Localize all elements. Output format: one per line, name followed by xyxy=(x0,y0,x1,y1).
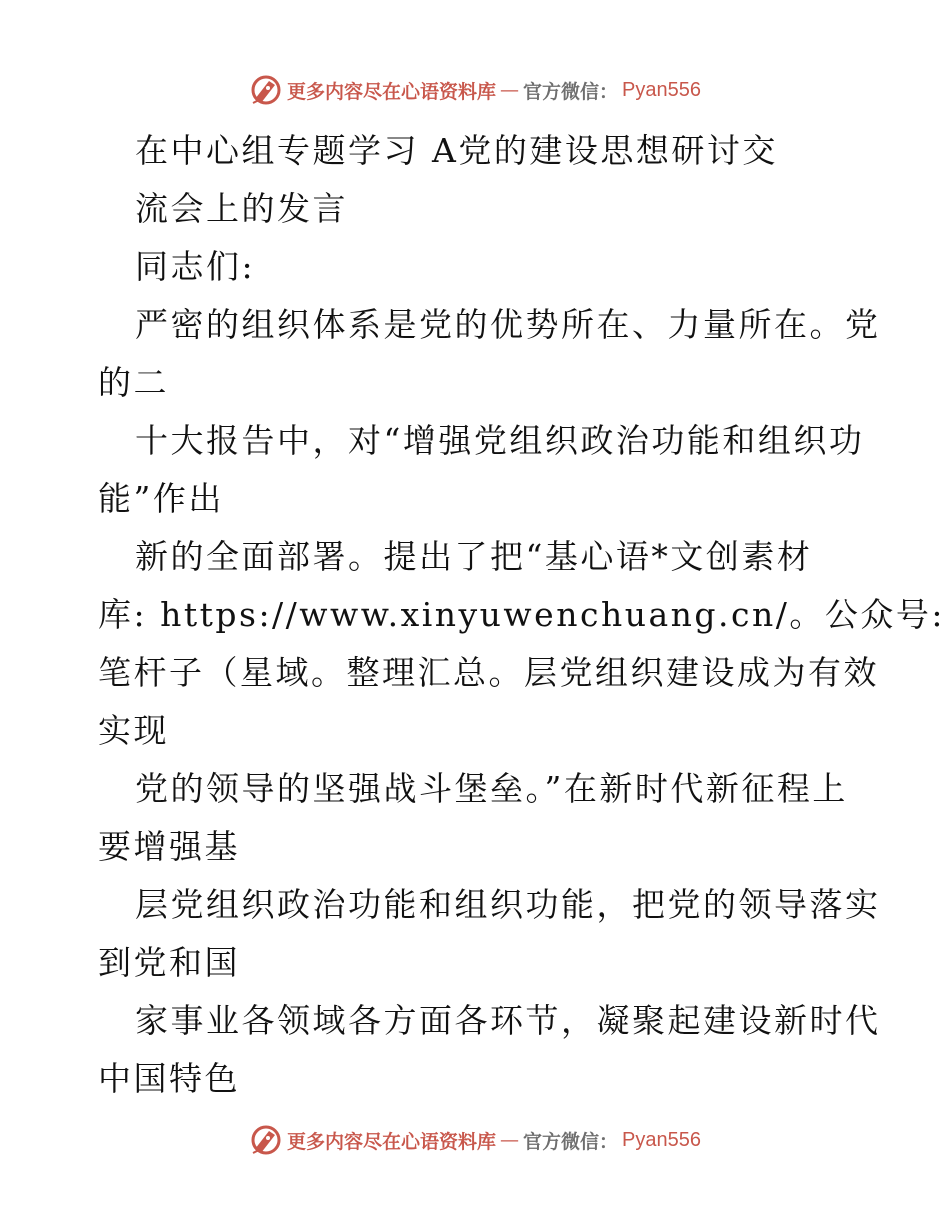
watermark-content xyxy=(249,1123,701,1157)
watermark-wechat-id: Pyan556 xyxy=(622,78,701,101)
pen-nib-circle-logo-icon xyxy=(249,73,283,107)
watermark-brand: 更多内容尽在心语资料库 xyxy=(287,1130,497,1153)
text-line: 要增强基 xyxy=(98,827,240,866)
pen-nib-circle-logo-icon xyxy=(249,1123,283,1157)
salutation: 同志们: xyxy=(135,247,256,286)
text-line: 十大报告中，对“增强党组织政治功能和组织功 xyxy=(135,421,865,460)
watermark-official: 官方微信： xyxy=(523,80,619,103)
watermark-wechat-id: Pyan556 xyxy=(622,1128,701,1151)
text-line: 笔杆子（星域。整理汇总。层党组织建设成为有效 xyxy=(98,653,879,692)
footer-watermark xyxy=(0,1120,950,1160)
text-line: 的二 xyxy=(98,363,169,402)
watermark-dash: — xyxy=(500,1129,520,1151)
watermark-content xyxy=(249,73,701,107)
text-line: 中国特色 xyxy=(98,1059,240,1098)
text-line: 层党组织政治功能和组织功能，把党的领导落实 xyxy=(135,885,881,924)
text-line: 新的全面部署。提出了把“基心语*文创素材 xyxy=(135,537,813,576)
watermark-official: 官方微信： xyxy=(523,1130,619,1153)
title-line-1: 在中心组专题学习 A党的建设思想研讨交 xyxy=(135,131,778,170)
title-line-2: 流会上的发言 xyxy=(135,189,348,228)
text-line: 家事业各领域各方面各环节，凝聚起建设新时代 xyxy=(135,1001,881,1040)
text-line: 严密的组织体系是党的优势所在、力量所在。党 xyxy=(135,305,881,344)
text-line: 能”作出 xyxy=(98,479,224,518)
text-line: 党的领导的坚强战斗堡垒。”在新时代新征程上 xyxy=(135,769,848,808)
text-line: 库: https://www.xinyuwenchuang.cn/。公众号: xyxy=(98,595,945,634)
header-watermark xyxy=(0,70,950,110)
watermark-dash: — xyxy=(500,79,520,101)
document-body xyxy=(98,122,945,1108)
text-line: 实现 xyxy=(98,711,169,750)
text-line: 到党和国 xyxy=(98,943,240,982)
watermark-brand: 更多内容尽在心语资料库 xyxy=(287,80,497,103)
